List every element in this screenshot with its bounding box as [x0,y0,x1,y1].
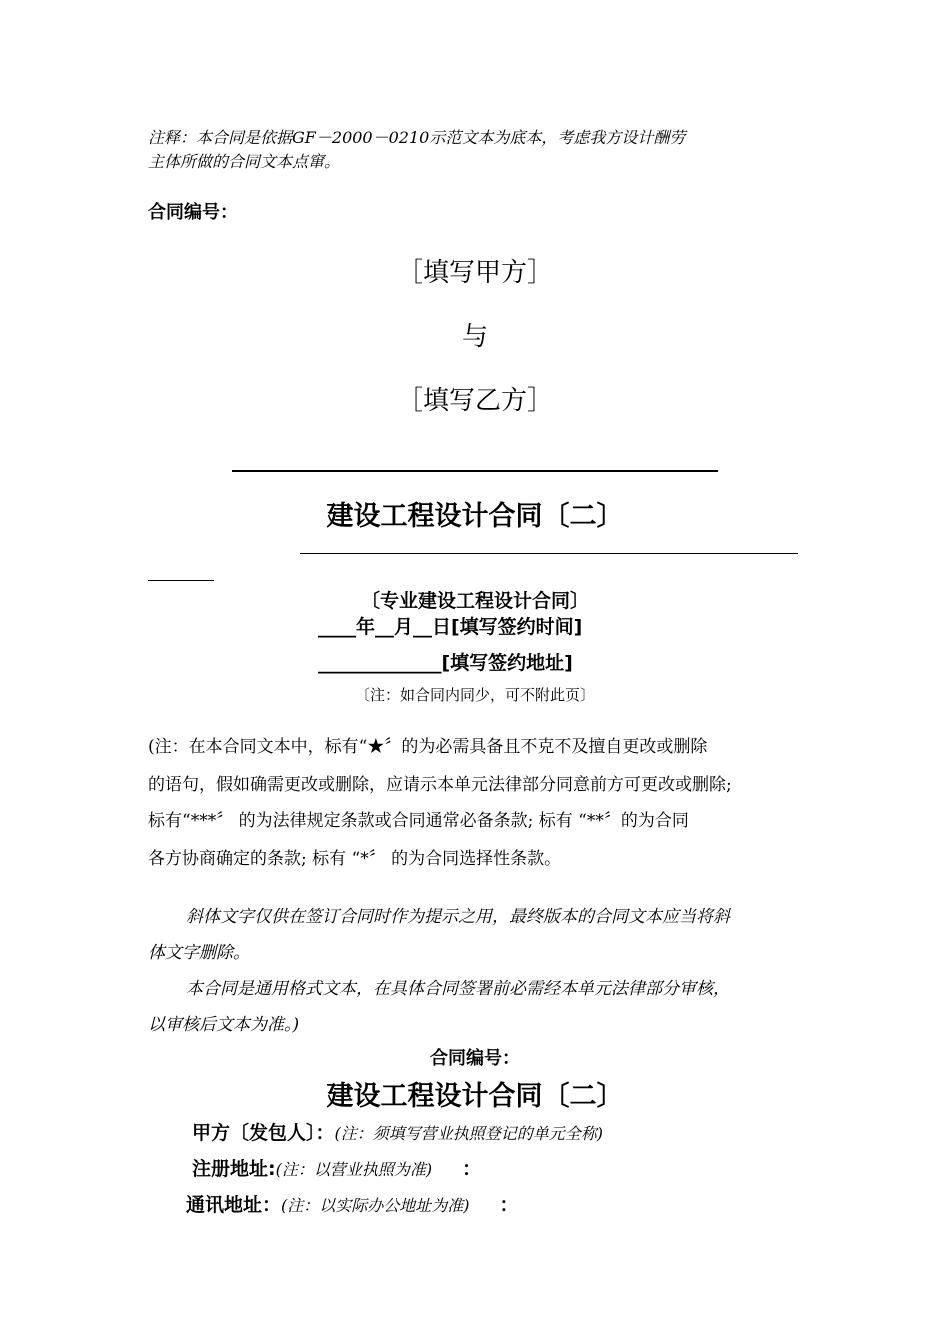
main-title: 建设工程设计合同〔二〕 [326,501,624,532]
cover-note: 〔注：如合同内同少，可不附此页〕 [354,686,595,704]
title-rule-short [148,580,214,581]
italic-note-line2: 体文字删除。 [148,943,250,963]
mailing-address-colon: ： [499,1194,519,1216]
signing-place-line: _____________[填写签约地址] [318,652,573,674]
contract-number-label: 合同编号： [148,202,238,223]
main-title-2: 建设工程设计合同〔二〕 [326,1081,624,1112]
header-note-line2: 主体所做的合同文本点窜。 [148,152,341,171]
italic-note-line4: 以审核后文本为准。) [148,1015,300,1035]
usage-note-line2: 的语句，假如确需更改或删除，应请示本单元法律部分同意前方可更改或删除; [148,775,732,795]
usage-note-line4: 各方协商确定的条款; 标有 “*〞 的为合同选择性条款。 [148,849,562,869]
usage-note-line1: (注：在本合同文本中，标有“★〞的为必需具备且不克不及擅自更改或删除 [148,737,708,757]
registered-address-colon: ： [462,1158,482,1180]
mailing-address-hint: (注：以实际办公地址为准) [281,1196,470,1215]
signing-date-line: ____年__月__日[填写签约时间] [318,616,583,638]
registered-address-label: 注册地址: [192,1158,276,1180]
party-a-field [192,1118,603,1145]
registered-address-hint: (注：以营业执照为准) [275,1160,433,1179]
mailing-address-label: 通讯地址： [186,1194,282,1216]
usage-note-line3: 标有“***〞 的为法律规定条款或合同通常必备条款; 标有 “**〞的为合同 [148,811,689,831]
italic-note-line3: 本合同是通用格式文本，在具体合同签署前必需经本单元法律部分审核， [186,979,730,999]
mailing-address-field [186,1190,519,1217]
contract-number-label-2: 合同编号： [430,1048,520,1069]
title-rule-bottom [300,553,798,554]
party-a-placeholder: ［填写甲方］ [396,258,553,288]
italic-note-line1: 斜体文字仅供在签订合同时作为提示之用，最终版本的合同文本应当将斜 [186,907,730,927]
subtitle: 〔专业建设工程设计合同〕 [360,590,589,612]
party-b-placeholder: ［填写乙方］ [396,386,553,416]
title-rule-top [232,470,718,472]
party-a-hint: (注：须填写营业执照登记的单元全称) [334,1124,604,1143]
header-note-line1: 注释：本合同是依据GF－2000－0210示范文本为底本，考虑我方设计酬劳 [148,128,686,147]
with-word: 与 [461,322,488,352]
party-a-label: 甲方〔发包人〕： [192,1122,335,1144]
registered-address-field [192,1154,481,1181]
